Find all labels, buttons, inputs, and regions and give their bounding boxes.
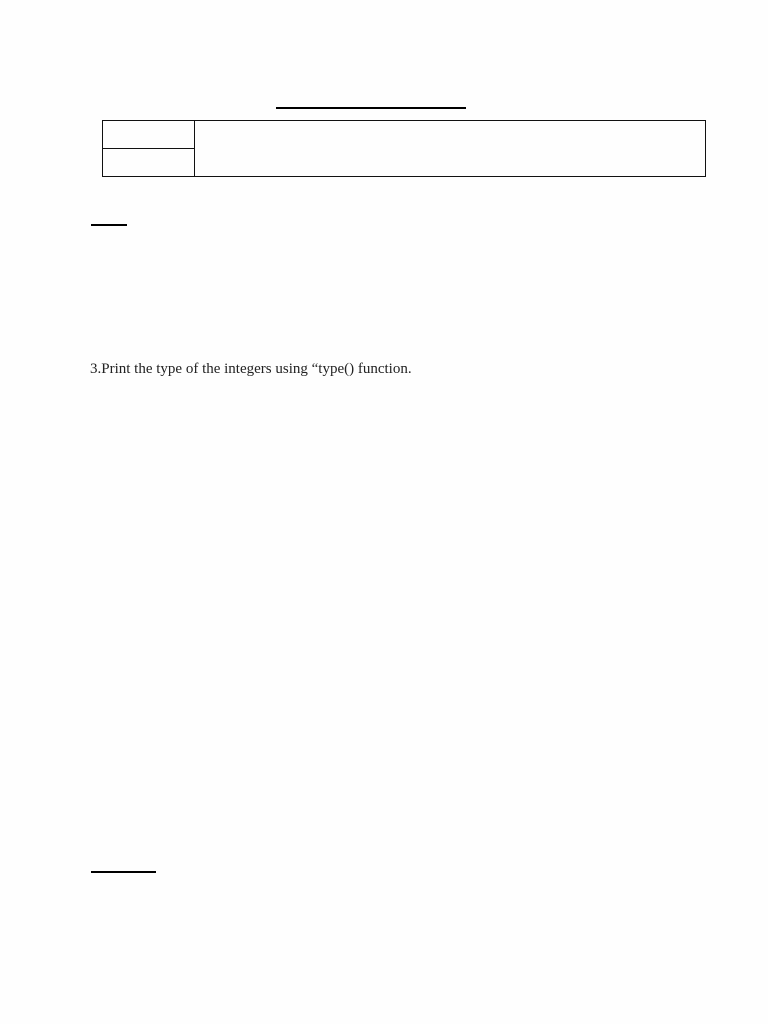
table-cell-label [103,121,195,149]
table-cell-label [103,149,195,177]
program-heading-underline [91,871,156,873]
experiment-info-table [102,120,706,177]
step-3-text: 3.Print the type of the integers using “type() function. [90,361,412,377]
table-cell-content [195,121,706,177]
table-row [103,121,706,149]
aim-heading-underline [91,224,127,226]
title-underline [276,107,466,109]
